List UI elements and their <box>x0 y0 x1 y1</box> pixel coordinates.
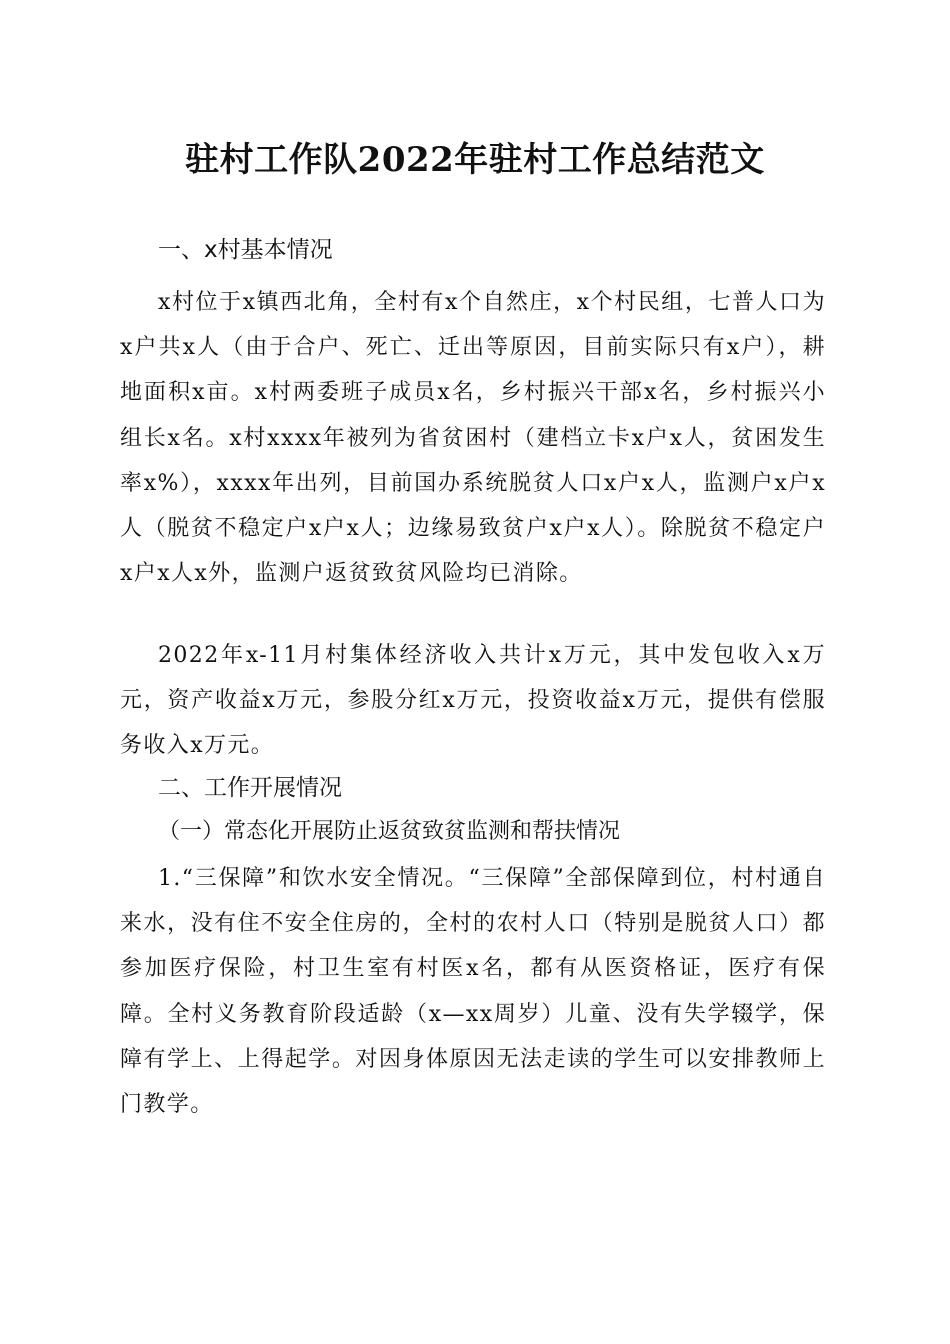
subsection-heading-monitoring: （一）常态化开展防止返贫致贫监测和帮扶情况 <box>158 819 621 844</box>
paragraph-three-guarantees: 1.“三保障”和饮水安全情况。“三保障”全部保障到位，村村通自来水，没有住不安全住房的，全村的农村人口（特别是脱贫人口）都参加医疗保险，村卫生室有村医x名，都有从医资格证，医疗有保障。全村义务教育阶段适龄（x—xx周岁）儿童、没有失学辍学，保障有学上、上得起学。对因身体原因无法走读的学生可以安排教师上门教学。 <box>120 866 826 1118</box>
section-heading-work-progress: 二、工作开展情况 <box>158 775 342 801</box>
section-heading-basic-info: 一、x村基本情况 <box>158 237 333 263</box>
document-title: 驻村工作队2022年驻村工作总结范文 <box>185 140 765 180</box>
paragraph-village-overview: x村位于x镇西北角，全村有x个自然庄，x个村民组，七普人口为x户共x人（由于合户、死亡、迁出等原因，目前实际只有x户），耕地面积x亩。x村两委班子成员x名，乡村振兴干部x名，乡村振兴小组长x名。x村xxxx年被列为省贫困村（建档立卡x户x人，贫困发生率x%），xxxx年出列，目前国办系统脱贫人口x户x人，监测户x户x人（脱贫不稳定户x户x人；边缘易致贫户x户x人）。除脱贫不稳定户x户x人x外，监测户返贫致贫风险均已消除。 <box>120 290 826 587</box>
paragraph-collective-income: 2022年x-11月村集体经济收入共计x万元，其中发包收入x万元，资产收益x万元，参股分红x万元，投资收益x万元，提供有偿服务收入x万元。 <box>120 643 826 759</box>
